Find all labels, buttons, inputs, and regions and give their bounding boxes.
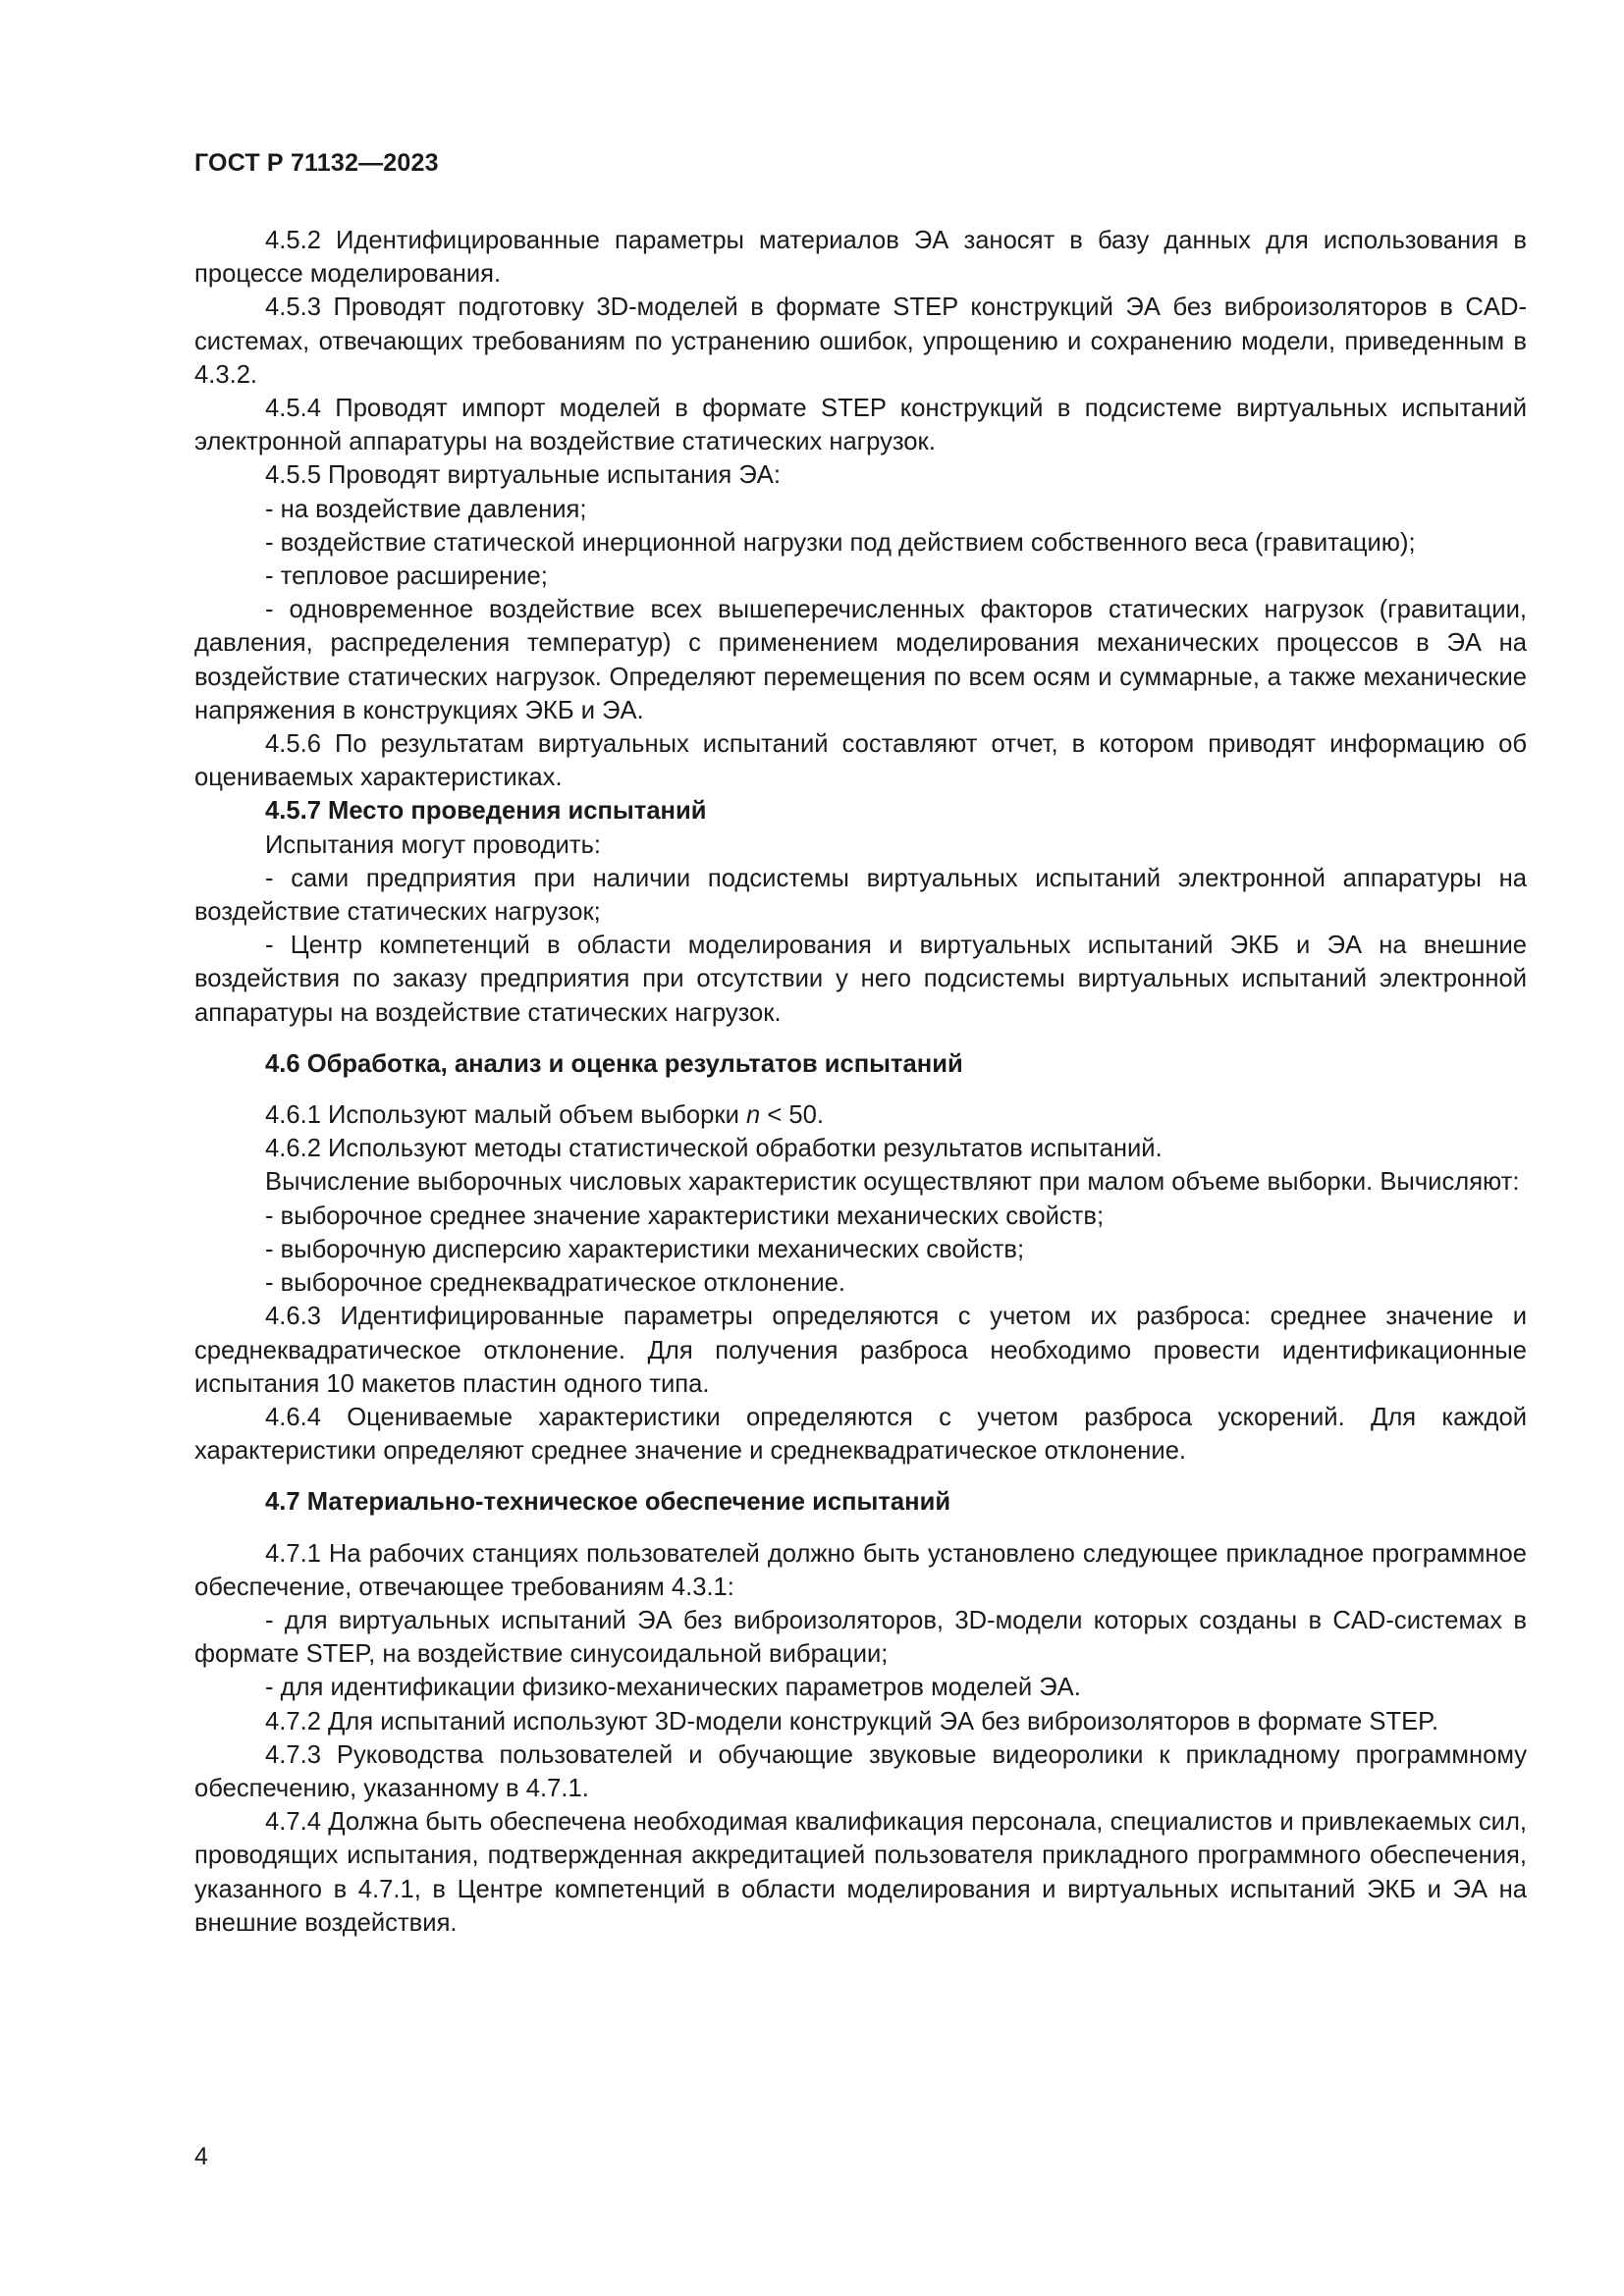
paragraph-4-6-4: 4.6.4 Оцениваемые характеристики определяются с учетом разброса ускорений. Для каждой характеристики определяют среднее значение и среднеквадратическое отклонение. xyxy=(194,1403,1527,1466)
paragraph-4-6-1-tail: < 50. xyxy=(760,1101,825,1130)
list-item: - для виртуальных испытаний ЭА без виброизоляторов, 3D-модели которых созданы в CAD-системах в формате STEP, на воздействие синусоидальной вибрации; xyxy=(194,1606,1527,1669)
paragraph-4-6-3: 4.6.3 Идентифицированные параметры определяются с учетом их разброса: среднее значение и среднеквадратическое отклонение. Для получения разброса необходимо провести идентификационные испытания 10 макетов пластин одного типа. xyxy=(194,1303,1527,1398)
document-body xyxy=(194,224,1527,1940)
paragraph-4-6-1-text: 4.6.1 Используют малый объем выборки xyxy=(265,1101,739,1130)
list-item: - выборочную дисперсию характеристики механических свойств; xyxy=(265,1235,1025,1263)
paragraph-4-5-2: 4.5.2 Идентифицированные параметры материалов ЭА заносят в базу данных для использования в процессе моделирования. xyxy=(194,227,1527,289)
list-item: - воздействие статической инерционной нагрузки под действием собственного веса (гравитацию); xyxy=(265,528,1416,557)
paragraph-4-7-3: 4.7.3 Руководства пользователей и обучающие звуковые видеоролики к прикладному программному обеспечению, указанному в 4.7.1. xyxy=(194,1740,1527,1802)
list-item: - Центр компетенций в области моделирования и виртуальных испытаний ЭКБ и ЭА на внешние воздействия по заказу предприятия при отсутствии у него подсистемы виртуальных испытаний электронной аппаратуры на воздействие статических нагрузок. xyxy=(194,932,1527,1027)
list-item: - одновременное воздействие всех вышеперечисленных факторов статических нагрузок (гравитации, давления, распределения температур) с применением моделирования механических процессов в ЭА на воздействие статических нагрузок. Определяют перемещения по всем осям и суммарные, а также механические напряжения в конструкциях ЭКБ и ЭА. xyxy=(194,596,1527,724)
paragraph-4-7-1: 4.7.1 На рабочих станциях пользователей должно быть установлено следующее прикладное программное обеспечение, отвечающее требованиям 4.3.1: xyxy=(194,1539,1527,1601)
paragraph-4-6-2: 4.6.2 Используют методы статистической обработки результатов испытаний. xyxy=(265,1135,1163,1163)
paragraph-4-5-6: 4.5.6 По результатам виртуальных испытаний составляют отчет, в котором приводят информацию об оцениваемых характеристиках. xyxy=(194,730,1527,792)
paragraph: Испытания могут проводить: xyxy=(265,830,602,859)
variable-n: n xyxy=(746,1101,761,1130)
paragraph-4-5-5: 4.5.5 Проводят виртуальные испытания ЭА: xyxy=(265,461,781,490)
paragraph-4-5-3: 4.5.3 Проводят подготовку 3D-моделей в формате STEP конструкций ЭА без виброизоляторов в CAD-системах, отвечающих требованиям по устранению ошибок, упрощению и сохранению модели, приведенным в 4.3.2. xyxy=(194,294,1527,389)
subsection-heading-4-5-7: 4.5.7 Место проведения испытаний xyxy=(265,797,707,826)
list-item: - сами предприятия при наличии подсистемы виртуальных испытаний электронной аппаратуры на воздействие статических нагрузок; xyxy=(194,864,1527,927)
list-item: - тепловое расширение; xyxy=(265,562,548,591)
section-heading-4-6: 4.6 Обработка, анализ и оценка результатов испытаний xyxy=(265,1049,963,1078)
list-item: - выборочное среднее значение характеристики механических свойств; xyxy=(265,1201,1105,1230)
page-number: 4 xyxy=(194,2143,208,2170)
section-heading-4-7: 4.7 Материально-техническое обеспечение испытаний xyxy=(265,1488,951,1517)
list-item: - для идентификации физико-механических параметров моделей ЭА. xyxy=(265,1674,1081,1702)
paragraph-4-6-1 xyxy=(194,1098,1527,1132)
paragraph: Вычисление выборочных числовых характеристик осуществляют при малом объеме выборки. Вычисляют: xyxy=(265,1168,1520,1197)
paragraph-4-5-4: 4.5.4 Проводят импорт моделей в формате STEP конструкций в подсистеме виртуальных испытаний электронной аппаратуры на воздействие статических нагрузок. xyxy=(194,395,1527,456)
document-code-header: ГОСТ Р 71132—2023 xyxy=(194,149,439,177)
paragraph-4-7-2: 4.7.2 Для испытаний используют 3D-модели конструкций ЭА без виброизоляторов в формате STEP. xyxy=(265,1707,1439,1735)
list-item: - выборочное среднеквадратическое отклонение. xyxy=(265,1269,845,1298)
list-item: - на воздействие давления; xyxy=(265,495,587,523)
paragraph-4-7-4: 4.7.4 Должна быть обеспечена необходимая квалификация персонала, специалистов и привлекаемых сил, проводящих испытания, подтвержденная аккредитацией пользователя прикладного программного обеспечения, указанного в 4.7.1, в Центре компетенций в области моделирования и виртуальных испытаний ЭКБ и ЭА на внешние воздействия. xyxy=(194,1808,1527,1937)
